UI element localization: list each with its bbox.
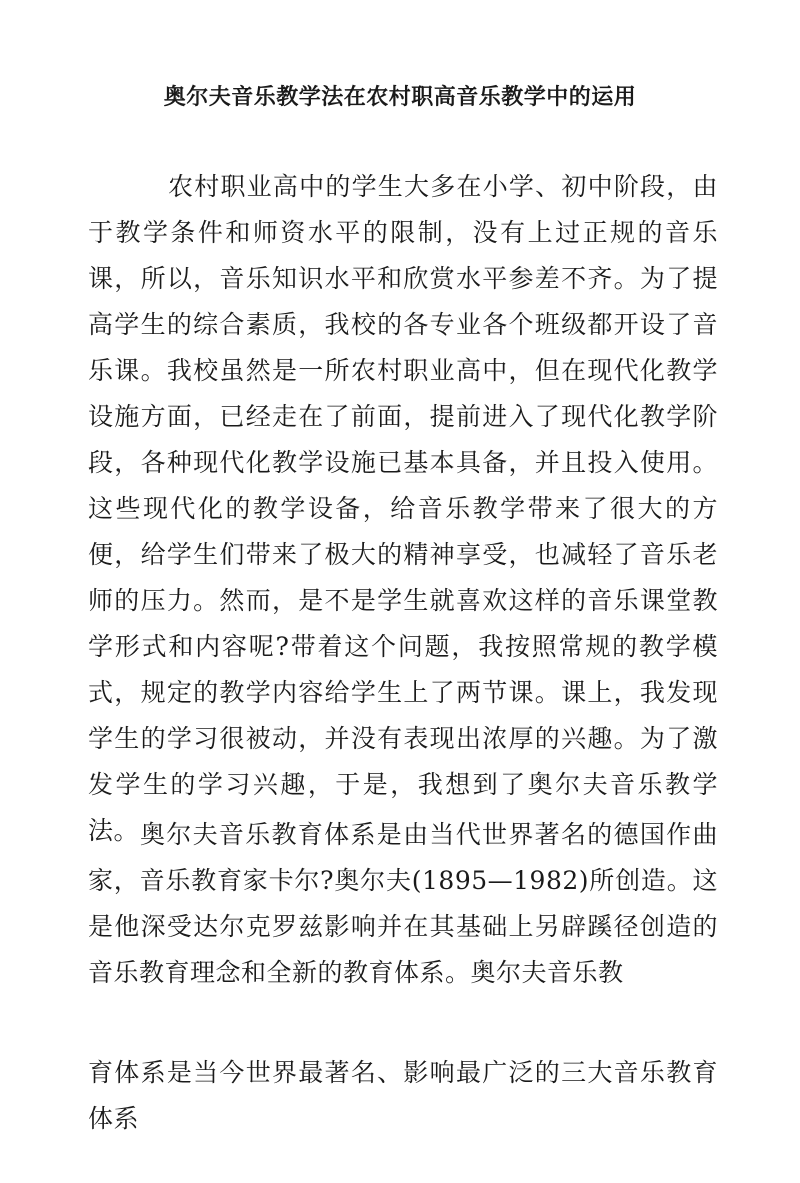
- paragraph-1: 农村职业高中的学生大多在小学、初中阶段，由于教学条件和师资水平的限制，没有上过正规的音乐课，所以，音乐知识水平和欣赏水平参差不齐。为了提高学生的综合素质，我校的各专业各个班级都开设了音乐课。我校虽然是一所农村职业高中，但在现代化教学设施方面，已经走在了前面，提前进入了现代化教学阶段，各种现代化教学设施已基本具备，并且投入使用。这些现代化的教学设备，给音乐教学带来了很大的方便，给学生们带来了极大的精神享受，也减轻了音乐老师的压力。然而，是不是学生就喜欢这样的音乐课堂教学形式和内容呢?带着这个问题，我按照常规的教学模式，规定的教学内容给学生上了两节课。课上，我发现学生的学习很被动，并没有表现出浓厚的兴趣。为了激发学生的学习兴趣，于是，我想到了奥尔夫音乐教学法。: [88, 172, 718, 845]
- document-title: 奥尔夫音乐教学法在农村职高音乐教学中的运用: [163, 85, 637, 110]
- paragraph-2: 奥尔夫音乐教育体系是由当代世界著名的德国作曲家，音乐教育家卡尔?奥尔夫(1895—1982)所创造。这是他深受达尔克罗兹影响并在其基础上另辟蹊径创造的音乐教育理念和全新的教育体系。奥尔夫音乐教: [88, 820, 718, 987]
- paragraph-3: 育体系是当今世界最著名、影响最广泛的三大音乐教育体系: [88, 1058, 718, 1133]
